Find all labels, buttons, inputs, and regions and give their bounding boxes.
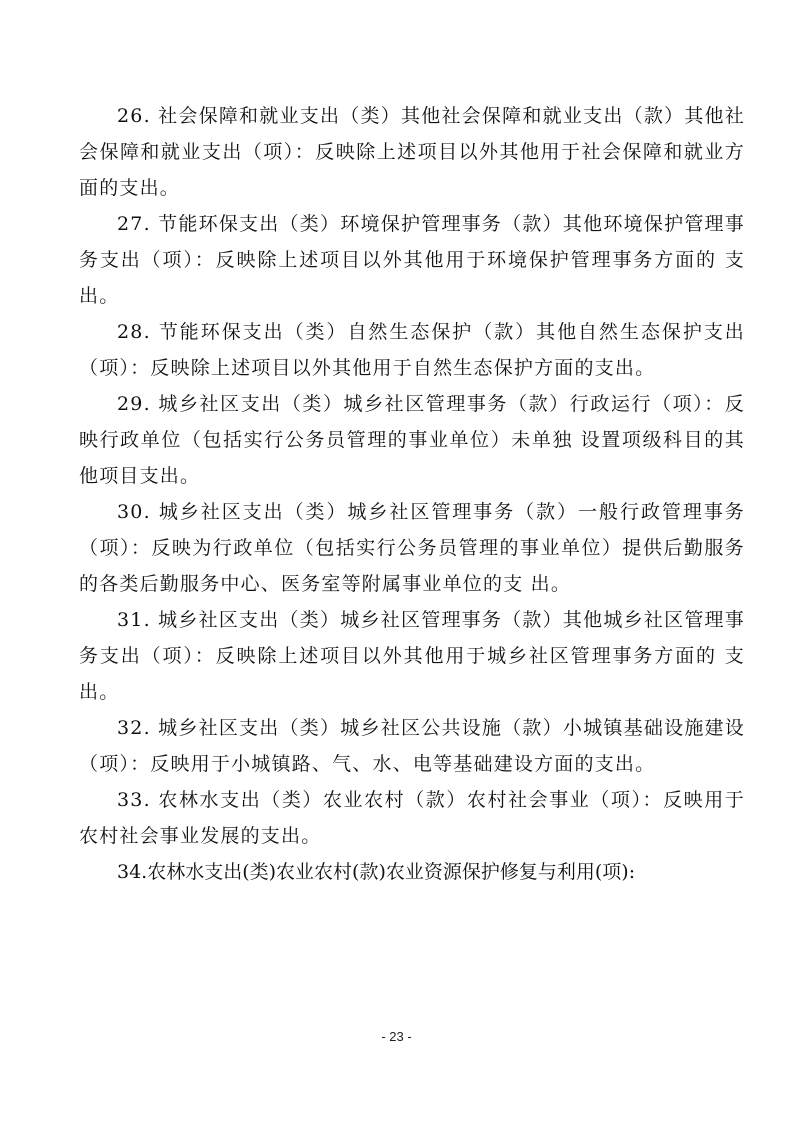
- paragraph-32: 32. 城乡社区支出（类）城乡社区公共设施（款）小城镇基础设施建设（项）：反映用于小城镇路、气、水、电等基础建设方面的支出。: [79, 717, 745, 775]
- paragraph-28: 28. 节能环保支出（类）自然生态保护（款）其他自然生态保护支出（项）：反映除上述项目以外其他用于自然生态保护方面的支出。: [79, 321, 745, 379]
- page-number: - 23 -: [381, 1029, 412, 1044]
- paragraph-31: 31. 城乡社区支出（类）城乡社区管理事务（款）其他城乡社区管理事务支出（项）：反映除上述项目以外其他用于城乡社区管理事务方面的 支出。: [79, 609, 745, 703]
- paragraph-29: 29. 城乡社区支出（类）城乡社区管理事务（款）行政运行（项）：反映行政单位（包括实行公务员管理的事业单位）未单独 设置项级科目的其他项目支出。: [79, 393, 745, 487]
- paragraph-33: 33. 农林水支出（类）农业农村（款）农村社会事业（项）：反映用于农村社会事业发展的支出。: [79, 789, 745, 847]
- paragraph-27: 27. 节能环保支出（类）环境保护管理事务（款）其他环境保护管理事务支出（项）：反映除上述项目以外其他用于环境保护管理事务方面的 支出。: [79, 213, 745, 307]
- paragraph-34: 34.农林水支出(类)农业农村(款)农业资源保护修复与利用(项):: [117, 861, 636, 883]
- document-body: [79, 98, 745, 890]
- paragraph-30: 30. 城乡社区支出（类）城乡社区管理事务（款）一般行政管理事务（项）：反映为行政单位（包括实行公务员管理的事业单位）提供后勤服务的各类后勤服务中心、医务室等附属事业单位的支 出。: [79, 501, 745, 595]
- paragraph-26: 26. 社会保障和就业支出（类）其他社会保障和就业支出（款）其他社会保障和就业支出（项）：反映除上述项目以外其他用于社会保障和就业方面的支出。: [79, 105, 745, 199]
